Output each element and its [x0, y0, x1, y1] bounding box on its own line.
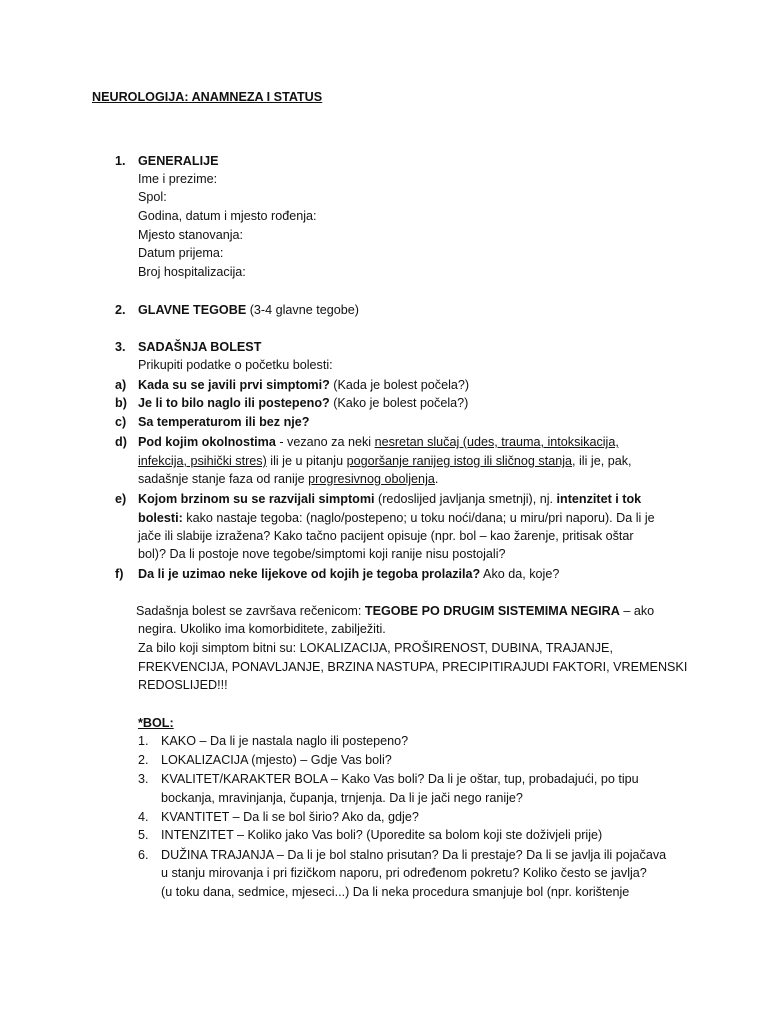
pain-item-5-number: 5. [138, 828, 149, 842]
item-e-question: Kojom brzinom su se razvijali simptomi [138, 492, 375, 506]
item-e-text-1: (redoslijed javljanja smetnji), nj. [374, 492, 557, 506]
section-2-line [138, 301, 359, 319]
section-1-number: 1. [115, 154, 126, 168]
pain-item-3-number: 3. [138, 772, 149, 786]
item-e-marker: e) [115, 492, 127, 506]
item-b-question: Je li to bilo naglo ili postepeno? [138, 396, 330, 410]
field-hospitalizations: Broj hospitalizacija: [138, 265, 246, 279]
pain-item-4: KVANTITET – Da li se bol širio? Ako da, gdje? [161, 810, 419, 824]
item-d-underlined-4: progresivnog oboljenja [308, 472, 435, 486]
item-e-line-3: jače ili slabije izražena? Kako tačno pacijent opisuje (npr. bol – kao žarenje, pritisak oštar [138, 529, 634, 543]
section-2-number: 2. [115, 303, 126, 317]
note-bold: TEGOBE PO DRUGIM SISTEMIMA NEGIRA [364, 604, 620, 618]
section-2-heading: GLAVNE TEGOBE [138, 303, 247, 317]
item-f-marker: f) [115, 567, 124, 581]
item-d-underlined-2: infekcija, psihički stres) [138, 454, 267, 468]
item-a-note: (Kada je bolest počela?) [329, 378, 470, 392]
item-d-text-2: ili je u pitanju [266, 454, 347, 468]
pain-item-6-number: 6. [138, 848, 149, 862]
item-c-marker: c) [115, 415, 127, 429]
field-residence: Mjesto stanovanja: [138, 228, 244, 242]
item-d-underlined-3: pogoršanje ranijeg istog ili sličnog stanja [346, 454, 573, 468]
pain-item-5: INTENZITET – Koliko jako Vas boli? (Uporedite sa bolom koji ste doživjeli prije) [161, 828, 603, 842]
item-e-line-4: bol)? Da li postoje nove tegobe/simptomi koji ranije nisu postojali? [138, 547, 506, 561]
section-3-intro: Prikupiti podatke o početku bolesti: [138, 358, 333, 372]
item-e-bold-2: intenzitet i tok [556, 492, 642, 506]
pain-item-1-number: 1. [138, 734, 149, 748]
field-name: Ime i prezime: [138, 172, 218, 186]
item-d-text-4: sadašnje stanje faza od ranije [138, 472, 309, 486]
item-b [138, 394, 468, 412]
pain-item-4-number: 4. [138, 810, 149, 824]
field-birth: Godina, datum i mjesto rođenja: [138, 209, 317, 223]
note-line-5: REDOSLIJED!!! [138, 678, 228, 692]
note-line-4: FREKVENCIJA, PONAVLJANJE, BRZINA NASTUPA, PRECIPITIRAJUDI FAKTORI, VREMENSKI [138, 660, 688, 674]
item-d-marker: d) [115, 435, 127, 449]
note-line-3: Za bilo koji simptom bitni su: LOKALIZACIJA, PROŠIRENOST, DUBINA, TRAJANJE, [138, 641, 613, 655]
item-d-line-2 [138, 452, 632, 470]
pain-item-3-line-1: KVALITET/KARAKTER BOLA – Kako Vas boli? Da li je oštar, tup, probadajući, po tipu [161, 772, 639, 786]
note-text-2: – ako [619, 604, 655, 618]
section-3-number: 3. [115, 340, 126, 354]
page-title: NEUROLOGIJA: ANAMNEZA I STATUS [92, 90, 323, 104]
item-b-marker: b) [115, 396, 127, 410]
item-e-text-2: kako nastaje tegoba: (naglo/postepeno; u toku noći/dana; u miru/pri naporu). Da li je [182, 511, 655, 525]
field-sex: Spol: [138, 190, 167, 204]
item-d-text-3: , ili je, pak, [572, 454, 632, 468]
item-f-question: Da li je uzimao neke lijekove od kojih je tegoba prolazila? [138, 567, 481, 581]
pain-item-2: LOKALIZACIJA (mjesto) – Gdje Vas boli? [161, 753, 392, 767]
item-a-marker: a) [115, 378, 127, 392]
section-1-heading: GENERALIJE [138, 154, 219, 168]
pain-item-1: KAKO – Da li je nastala naglo ili postepeno? [161, 734, 409, 748]
item-f [138, 565, 559, 583]
item-d-question: Pod kojim okolnostima [138, 435, 276, 449]
item-a [138, 376, 469, 394]
item-a-question: Kada su se javili prvi simptomi? [138, 378, 330, 392]
pain-item-6-line-2: u stanju mirovanja i pri fizičkom naporu, pri određenom pokretu? Koliko često se javlja? [161, 866, 647, 880]
item-d-line-3 [138, 470, 438, 488]
pain-item-2-number: 2. [138, 753, 149, 767]
item-d-line-1 [138, 433, 619, 451]
item-b-note: (Kako je bolest počela?) [329, 396, 469, 410]
pain-item-3-line-2: bockanja, mravinjanja, čupanja, trnjenja. Da li je jači nego ranije? [161, 791, 523, 805]
item-c-question: Sa temperaturom ili bez nje? [138, 415, 310, 429]
note-line-1 [136, 602, 654, 620]
note-text-1: Sadašnja bolest se završava rečenicom: [136, 604, 365, 618]
pain-heading: *BOL: [138, 716, 174, 730]
field-admission-date: Datum prijema: [138, 246, 224, 260]
item-d-underlined-1: nesretan slučaj (udes, trauma, intoksikacija, [374, 435, 619, 449]
item-d-text-5: . [434, 472, 439, 486]
item-e-line-2 [138, 509, 655, 527]
note-line-2: negira. Ukoliko ima komorbiditete, zabilježiti. [138, 622, 386, 636]
section-2-note: (3-4 glavne tegobe) [246, 303, 359, 317]
item-e-line-1 [138, 490, 641, 508]
section-3-heading: SADAŠNJA BOLEST [138, 340, 262, 354]
item-e-bold-3: bolesti: [138, 511, 183, 525]
item-d-text-1: - vezano za neki [275, 435, 375, 449]
item-f-note: Ako da, koje? [480, 567, 560, 581]
pain-item-6-line-1: DUŽINA TRAJANJA – Da li je bol stalno prisutan? Da li prestaje? Da li se javlja ili pojačava [161, 848, 667, 862]
pain-item-6-line-3: (u toku dana, sedmice, mjeseci...) Da li neka procedura smanjuje bol (npr. korištenje [161, 885, 630, 899]
